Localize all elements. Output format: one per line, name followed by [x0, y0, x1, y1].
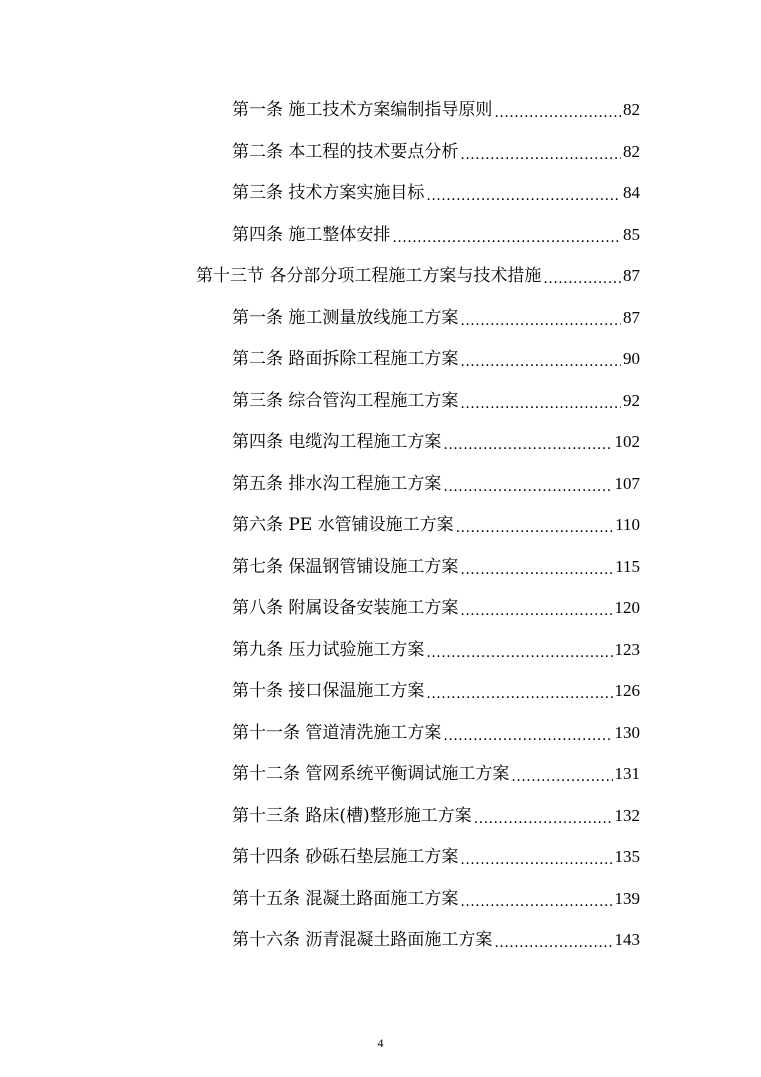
- toc-entry-label: 第十四条 砂砾石垫层施工方案: [232, 847, 459, 867]
- toc-entry[interactable]: [232, 754, 640, 794]
- toc-entry[interactable]: [232, 381, 640, 421]
- toc-entry-label: 第三条 综合管沟工程施工方案: [232, 390, 459, 411]
- toc-leader-dots: [443, 713, 612, 753]
- toc-leader-dots: [511, 754, 612, 794]
- toc-entry-label: 第十一条 管道清洗施工方案: [232, 722, 442, 743]
- toc-entry-page: 130: [614, 722, 640, 742]
- toc-leader-dots: [426, 630, 612, 670]
- toc-entry-page: 139: [614, 888, 640, 908]
- toc-leader-dots: [460, 879, 612, 919]
- toc-entry[interactable]: [232, 505, 640, 545]
- toc-entry[interactable]: [232, 796, 640, 836]
- toc-entry[interactable]: [232, 920, 640, 960]
- toc-leader-dots: [443, 464, 612, 504]
- toc-leader-dots: [456, 505, 613, 545]
- toc-entry-page: 85: [623, 224, 640, 244]
- toc-leader-dots: [460, 837, 612, 877]
- toc-entry-page: 135: [614, 847, 640, 866]
- toc-leader-dots: [460, 547, 613, 587]
- toc-entry[interactable]: [232, 173, 640, 213]
- toc-entry[interactable]: [232, 588, 640, 628]
- toc-leader-dots: [494, 90, 621, 130]
- toc-entry-page: 84: [623, 183, 640, 202]
- toc-leader-dots: [392, 215, 621, 255]
- toc-entry-page: 87: [623, 307, 640, 327]
- toc-entry-page: 131: [614, 764, 640, 783]
- toc-entry[interactable]: [232, 464, 640, 504]
- toc-entry-label: 第二条 路面拆除工程施工方案: [232, 349, 459, 369]
- toc-entry-label: 第十五条 混凝土路面施工方案: [232, 888, 459, 909]
- toc-entry-label: 第七条 保温钢管铺设施工方案: [232, 556, 459, 577]
- toc-entry[interactable]: [232, 298, 640, 338]
- toc-entry[interactable]: [232, 215, 640, 255]
- toc-entry-page: 82: [623, 141, 640, 161]
- toc-entry-label: 第十三条 路床(槽)整形施工方案: [232, 805, 472, 826]
- toc-entry[interactable]: [232, 879, 640, 919]
- toc-entry[interactable]: [232, 547, 640, 587]
- toc-leader-dots: [460, 339, 621, 379]
- toc-entry-label: 第九条 压力试验施工方案: [232, 639, 425, 660]
- toc-leader-dots: [443, 422, 612, 462]
- toc-section-entry[interactable]: [196, 256, 640, 296]
- toc-leader-dots: [543, 256, 621, 296]
- page-number: 4: [377, 1036, 384, 1050]
- toc-entry-label: 第十二条 管网系统平衡调试施工方案: [232, 764, 510, 784]
- toc-entry[interactable]: [232, 90, 640, 130]
- toc-entry-label: 第十六条 沥青混凝土路面施工方案: [232, 930, 493, 950]
- toc-entry-page: 82: [623, 100, 640, 119]
- toc-entry-page: 132: [614, 805, 640, 825]
- toc-entry-label: 第四条 电缆沟工程施工方案: [232, 432, 442, 452]
- toc-entry-page: 126: [614, 681, 640, 700]
- toc-entry-page: 92: [623, 390, 640, 410]
- toc-entry-page: 115: [615, 556, 640, 576]
- toc-leader-dots: [426, 671, 612, 711]
- toc-leader-dots: [460, 132, 621, 172]
- toc-leader-dots: [460, 588, 612, 628]
- toc-entry-label: 第五条 排水沟工程施工方案: [232, 473, 442, 494]
- toc-entry-page: 143: [614, 930, 640, 949]
- toc-entry-label: 第六条 PE 水管铺设施工方案: [232, 515, 454, 535]
- toc-entry[interactable]: [232, 837, 640, 877]
- toc-entry-page: 87: [623, 266, 640, 285]
- toc-entry-label: 第八条 附属设备安装施工方案: [232, 598, 459, 618]
- toc-entry-label: 第一条 施工技术方案编制指导原则: [232, 100, 493, 120]
- toc-entry-label: 第十三节 各分部分项工程施工方案与技术措施: [196, 266, 542, 286]
- toc-entry[interactable]: [232, 339, 640, 379]
- toc-entry-page: 120: [614, 598, 640, 617]
- toc-entry-label: 第一条 施工测量放线施工方案: [232, 307, 459, 328]
- toc-entry-page: 102: [614, 432, 640, 451]
- toc-entry-label: 第三条 技术方案实施目标: [232, 183, 425, 203]
- toc-entry[interactable]: [232, 630, 640, 670]
- toc-entry-page: 110: [615, 515, 640, 534]
- toc-entry-page: 90: [623, 349, 640, 368]
- toc-entry[interactable]: [232, 422, 640, 462]
- toc-leader-dots: [426, 173, 621, 213]
- toc-entry[interactable]: [232, 713, 640, 753]
- toc-entry-page: 107: [614, 473, 640, 493]
- toc-leader-dots: [460, 381, 621, 421]
- toc-leader-dots: [460, 298, 621, 338]
- toc-entry-page: 123: [614, 639, 640, 659]
- toc-entry-label: 第四条 施工整体安排: [232, 224, 391, 245]
- toc-leader-dots: [494, 920, 612, 960]
- toc-entry[interactable]: [232, 671, 640, 711]
- toc-leader-dots: [474, 796, 613, 836]
- toc-entry-label: 第十条 接口保温施工方案: [232, 681, 425, 701]
- toc-entry[interactable]: [232, 132, 640, 172]
- toc-entry-label: 第二条 本工程的技术要点分析: [232, 141, 459, 162]
